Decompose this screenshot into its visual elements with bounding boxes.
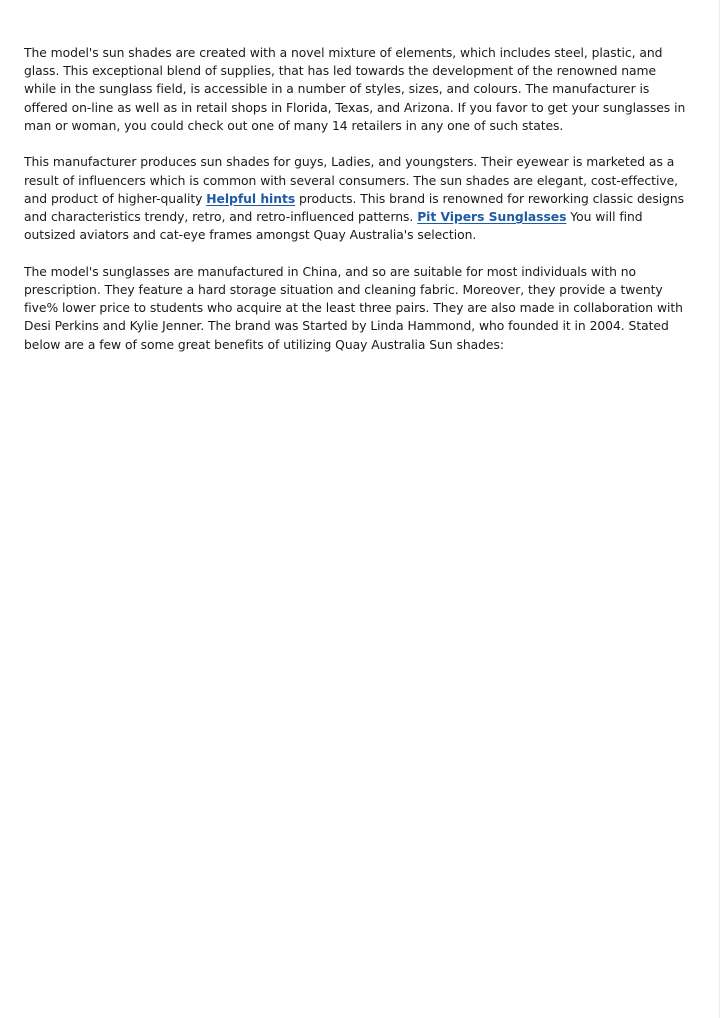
paragraph-2-text-1: This manufacturer produces sun shades for guys, Ladies, and youngsters. Their eyewear is marketed as a result of influencers which is common with several consumers. The sun shades are elegant, cost-effective, and product of higher-quality [24,155,678,206]
paragraph-2-text-3: You will find outsized aviators and cat-eye frames amongst Quay Australia's selection. [24,210,643,243]
paragraph-3 [24,263,692,354]
helpful-hints-link[interactable]: Helpful hints [206,191,296,206]
paragraph-1-text: The model's sun shades are created with a novel mixture of elements, which includes steel, plastic, and glass. This exceptional blend of supplies, that has led towards the development of the renowned name while in the sunglass field, is accessible in a number of styles, sizes, and colours. The manufacturer is offered on-line as well as in retail shops in Florida, Texas, and Arizona. If you favor to get your sunglasses in man or woman, you could check out one of many 14 retailers in any one of such states. [24,46,686,133]
pit-vipers-sunglasses-link[interactable]: Pit Vipers Sunglasses [417,210,567,225]
article-body [24,44,692,372]
paragraph-2 [24,153,692,244]
paragraph-2-text-2: products. This brand is renowned for reworking classic designs and characteristics trendy, retro, and retro-influenced patterns. [24,191,685,225]
paragraph-3-text: The model's sunglasses are manufactured in China, and so are suitable for most individuals with no prescription. They feature a hard storage situation and cleaning fabric. Moreover, they provide a twenty five% lower price to students who acquire at the least three pairs. They are also made in collaboration with Desi Perkins and Kylie Jenner. The brand was Started by Linda Hammond, who founded it in 2004. Stated below are a few of some great benefits of utilizing Quay Australia Sun shades: [24,264,683,352]
paragraph-1 [24,44,692,135]
